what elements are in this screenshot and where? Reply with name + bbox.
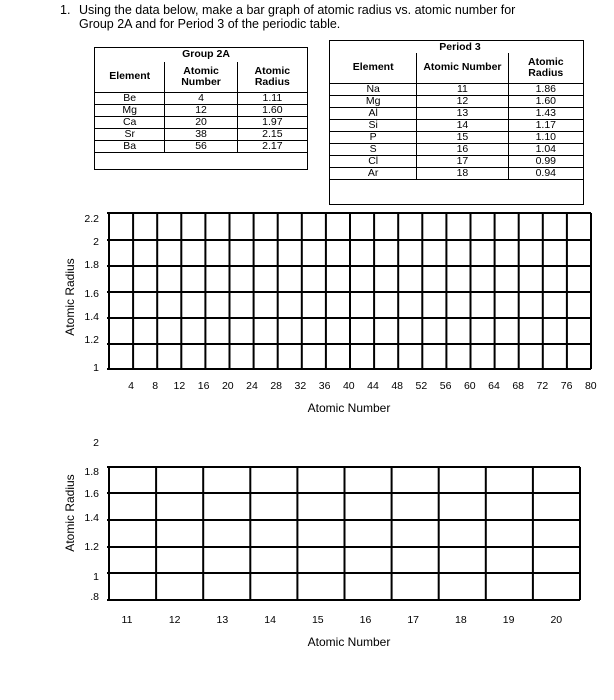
x-tick-label: 19	[502, 614, 515, 626]
y-axis-label: Atomic Radius	[63, 474, 77, 552]
group2a-atomic-number: 4	[165, 92, 237, 104]
question-number: 1.	[60, 3, 71, 17]
period3-element: Al	[330, 107, 417, 119]
x-tick-label: 4	[128, 380, 134, 392]
group2a-header-number: Atomic Number	[165, 62, 237, 92]
period3-atomic-radius: 1.17	[508, 119, 583, 131]
y-tick-label: 1.8	[84, 466, 99, 478]
y-axis-label: Atomic Radius	[63, 258, 77, 336]
group2a-atomic-radius: 2.15	[237, 128, 307, 140]
period3-header-radius: Atomic Radius	[508, 53, 583, 83]
group2a-atomic-radius: 1.11	[237, 92, 307, 104]
period3-header-number: Atomic Number	[417, 53, 508, 83]
x-tick-label: 20	[550, 614, 563, 626]
x-tick-label: 12	[173, 380, 186, 392]
period3-atomic-number: 11	[417, 83, 508, 95]
group2a-caption: Group 2A	[182, 48, 230, 60]
y-tick-label: 1.6	[84, 488, 99, 500]
x-tick-label: 56	[439, 380, 452, 392]
period3-element: Si	[330, 119, 417, 131]
y-tick-label: 1.4	[84, 512, 99, 524]
x-tick-label: 11	[121, 614, 133, 626]
question-line-2: Group 2A and for Period 3 of the periodic table.	[79, 16, 341, 31]
y-tick-label: 1	[93, 571, 99, 583]
x-tick-label: 68	[512, 380, 525, 392]
y-tick-label: 1.4	[84, 311, 99, 323]
period3-atomic-number: 18	[417, 167, 508, 179]
period3-element: P	[330, 131, 417, 143]
group2a-element: Ca	[95, 116, 165, 128]
period3-element: Mg	[330, 95, 417, 107]
x-tick-label: 32	[294, 380, 307, 392]
x-tick-label: 8	[152, 380, 159, 392]
group2a-atomic-radius: 1.60	[237, 104, 307, 116]
group2a-atomic-number: 56	[165, 140, 237, 152]
y-tick-label: 1	[93, 362, 99, 374]
group2a-element: Ba	[95, 140, 165, 152]
y-tick-label: 1.2	[84, 541, 99, 553]
y-tick-label: 2	[93, 437, 99, 449]
x-tick-label: 48	[391, 380, 404, 392]
period3-atomic-number: 16	[417, 143, 508, 155]
x-tick-label: 80	[584, 380, 597, 392]
x-tick-label: 28	[270, 380, 283, 392]
x-tick-label: 17	[407, 614, 420, 626]
period3-atomic-radius: 1.86	[508, 83, 583, 95]
period3-atomic-number: 12	[417, 95, 508, 107]
period3-atomic-radius: 1.04	[508, 143, 583, 155]
period3-atomic-number: 15	[417, 131, 508, 143]
group2a-element: Sr	[95, 128, 165, 140]
y-tick-label: 2	[93, 236, 99, 248]
group2a-atomic-number: 38	[165, 128, 237, 140]
x-tick-label: 13	[216, 614, 229, 626]
x-tick-label: 44	[367, 380, 379, 392]
y-tick-label: .8	[90, 591, 99, 603]
y-tick-label: 2.2	[84, 213, 99, 225]
x-axis-label: Atomic Number	[307, 401, 391, 415]
period3-element: Ar	[330, 167, 417, 179]
group2a-atomic-radius: 1.97	[237, 116, 307, 128]
period3-header-element: Element	[330, 53, 417, 83]
period3-atomic-radius: 0.94	[508, 167, 583, 179]
x-tick-label: 16	[197, 380, 210, 392]
x-tick-label: 64	[488, 380, 500, 392]
x-axis-label: Atomic Number	[307, 635, 391, 649]
period3-atomic-radius: 1.60	[508, 95, 583, 107]
x-tick-label: 60	[463, 380, 476, 392]
x-tick-label: 76	[560, 380, 573, 392]
period3-atomic-radius: 1.10	[508, 131, 583, 143]
period3-atomic-number: 17	[417, 155, 508, 167]
group2a-atomic-number: 12	[165, 104, 237, 116]
x-tick-label: 12	[168, 614, 181, 626]
x-tick-label: 16	[359, 614, 372, 626]
x-tick-label: 15	[311, 614, 324, 626]
question-line-1: Using the data below, make a bar graph of atomic radius vs. atomic number for	[79, 3, 516, 17]
group2a-element: Mg	[95, 104, 165, 116]
group2a-element: Be	[95, 92, 165, 104]
x-tick-label: 18	[455, 614, 467, 626]
x-tick-label: 36	[318, 380, 331, 392]
group2a-header-radius: Atomic Radius	[237, 62, 307, 92]
period3-caption: Period 3	[439, 41, 481, 53]
group2a-atomic-radius: 2.17	[237, 140, 307, 152]
x-tick-label: 20	[221, 380, 234, 392]
y-tick-label: 1.8	[84, 259, 99, 271]
x-tick-label: 14	[264, 614, 276, 626]
y-tick-label: 1.6	[84, 288, 99, 300]
period3-element: Na	[330, 83, 417, 95]
period3-atomic-number: 13	[417, 107, 508, 119]
group2a-atomic-number: 20	[165, 116, 237, 128]
period3-element: Cl	[330, 155, 417, 167]
period3-atomic-radius: 0.99	[508, 155, 583, 167]
period3-atomic-radius: 1.43	[508, 107, 583, 119]
x-tick-label: 40	[342, 380, 355, 392]
x-tick-label: 24	[246, 380, 258, 392]
x-tick-label: 72	[536, 380, 549, 392]
period3-element: S	[330, 143, 417, 155]
x-tick-label: 52	[415, 380, 428, 392]
period3-atomic-number: 14	[417, 119, 508, 131]
y-tick-label: 1.2	[84, 334, 99, 346]
group2a-header-element: Element	[95, 62, 165, 92]
